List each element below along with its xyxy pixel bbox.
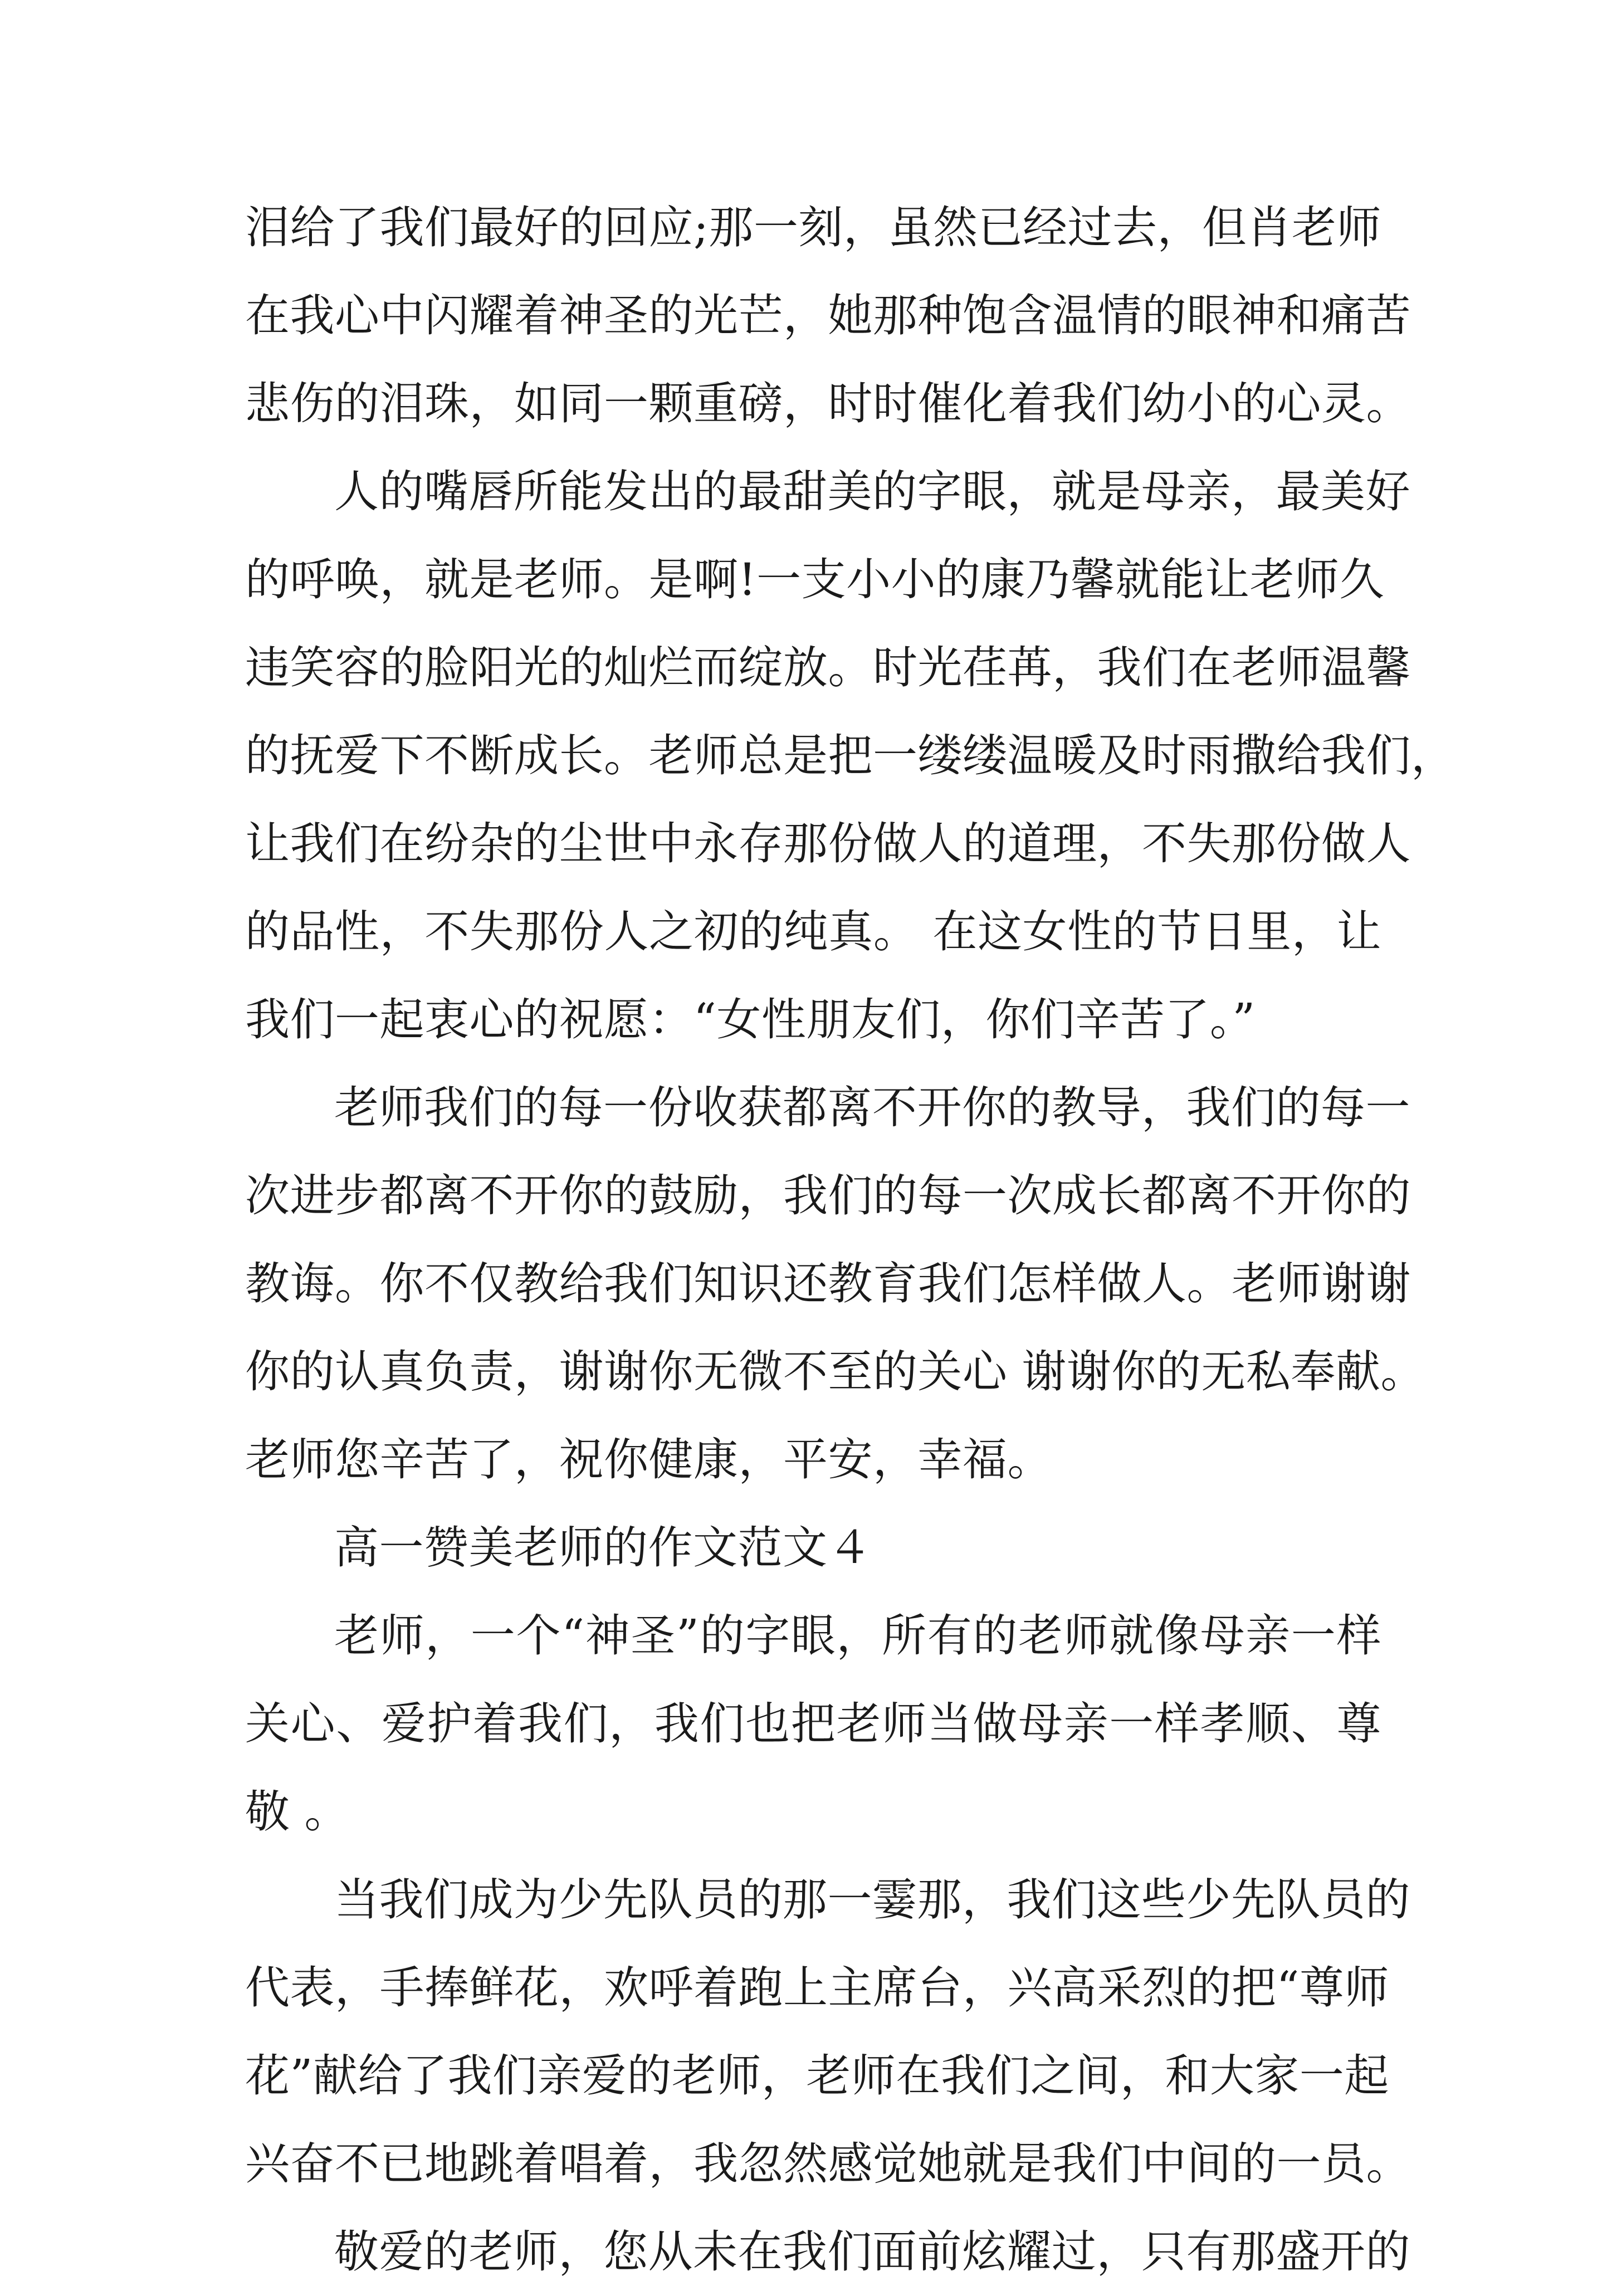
text-line: 花”献给了我们亲爱的老师，老师在我们之间，和大家一起 [245,2050,1389,2102]
text-line: 我们一起衷心的祝愿：“女性朋友们，你们辛苦了。” [245,994,1256,1046]
text-line: 代表，手捧鲜花，欢呼着跑上主席台，兴高采烈的把“尊师 [245,1962,1389,2014]
paragraph-first-line: 当我们成为少先队员的那一霎那，我们这些少先队员的 [334,1874,1410,1926]
text-line: 敬 。 [245,1786,349,1838]
text-line: 泪给了我们最好的回应;那一刻，虽然已经过去，但肖老师 [245,202,1381,253]
text-line: 关心、爱护着我们，我们也把老师当做母亲一样孝顺、尊 [245,1698,1381,1750]
paragraph-first-line: 老师我们的每一份收获都离不开你的教导，我们的每一 [334,1082,1410,1134]
paragraph-first-line: 敬爱的老师，您从未在我们面前炫耀过，只有那盛开的 [334,2226,1410,2278]
section-heading: 高一赞美老师的作文范文４ [334,1522,872,1574]
text-line: 兴奋不已地跳着唱着，我忽然感觉她就是我们中间的一员。 [245,2138,1411,2190]
text-line: 你的认真负责，谢谢你无微不至的关心 谢谢你的无私奉献。 [245,1346,1425,1398]
paragraph-first-line: 老师，一个“神圣”的字眼，所有的老师就像母亲一样 [334,1610,1381,1662]
text-line: 的抚爱下不断成长。老师总是把一缕缕温暖及时雨撒给我们， [245,730,1456,781]
text-line: 次进步都离不开你的鼓励，我们的每一次成长都离不开你的 [245,1170,1411,1222]
text-line: 悲伤的泪珠，如同一颗重磅，时时催化着我们幼小的心灵。 [245,378,1411,429]
text-line: 在我心中闪耀着神圣的光芒，她那种饱含温情的眼神和痛苦 [245,290,1411,341]
text-line: 的呼唤，就是老师。是啊!一支小小的康乃馨就能让老师久 [245,554,1385,605]
text-line: 让我们在纷杂的尘世中永存那份做人的道理，不失那份做人 [245,818,1411,869]
text-line: 教诲。你不仅教给我们知识还教育我们怎样做人。老师谢谢 [245,1258,1411,1310]
text-line: 违笑容的脸阳光的灿烂而绽放。时光荏苒，我们在老师温馨 [245,642,1411,693]
paragraph-first-line: 人的嘴唇所能发出的最甜美的字眼，就是母亲，最美好 [334,466,1410,517]
text-line: 老师您辛苦了，祝你健康，平安，幸福。 [245,1434,1052,1486]
text-line: 的品性，不失那份人之初的纯真。 在这女性的节日里，让 [245,906,1381,958]
essay-body [245,184,1456,2296]
